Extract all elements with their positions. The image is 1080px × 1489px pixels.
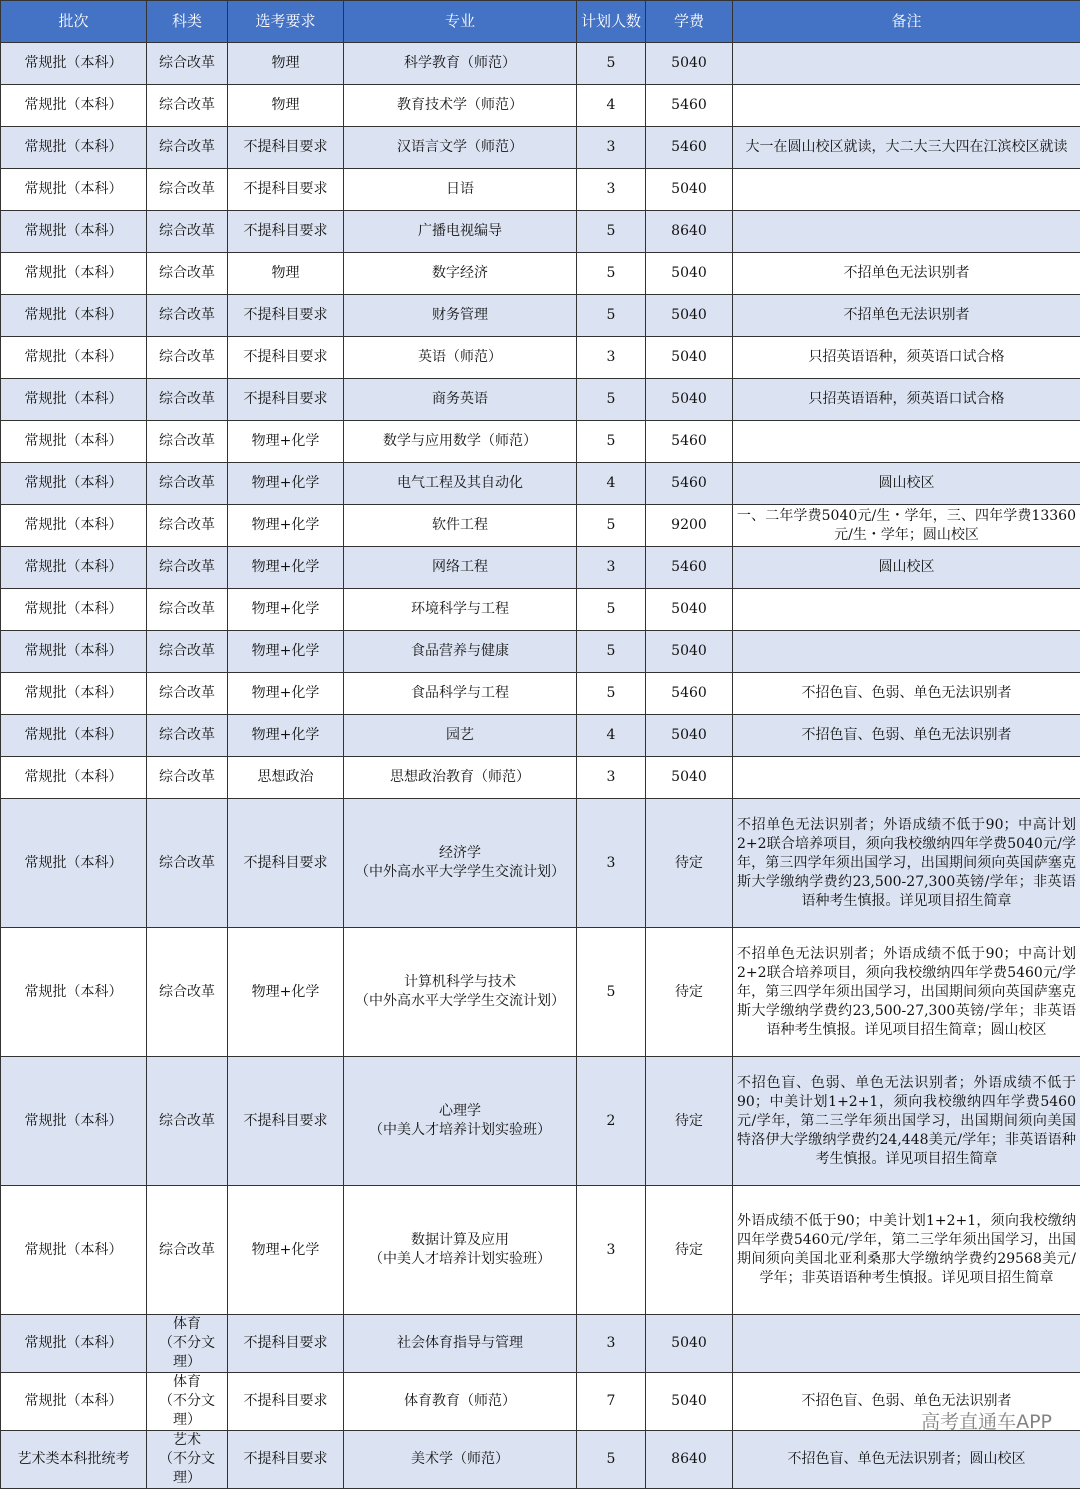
category-cell-line: 综合改革: [149, 222, 225, 241]
major-cell-line: （中美人才培养计划实验班）: [346, 1250, 574, 1269]
table-row: [1, 127, 1080, 169]
tuition-cell: 5040: [646, 379, 733, 421]
plan-count-cell: 5: [577, 505, 646, 547]
category-cell: [147, 589, 228, 631]
batch-cell: 常规批（本科）: [1, 547, 147, 589]
table-row: [1, 1431, 1080, 1489]
major-cell: [344, 715, 577, 757]
subject-requirement-cell: 物理: [228, 43, 344, 85]
subject-requirement-cell: 不提科目要求: [228, 1373, 344, 1431]
table-row: [1, 799, 1080, 928]
batch-cell: 常规批（本科）: [1, 211, 147, 253]
major-cell: [344, 1315, 577, 1373]
subject-requirement-cell: 物理+化学: [228, 505, 344, 547]
batch-cell: 常规批（本科）: [1, 43, 147, 85]
major-cell-line: 社会体育指导与管理: [346, 1334, 574, 1353]
batch-cell: 常规批（本科）: [1, 85, 147, 127]
subject-requirement-cell: 不提科目要求: [228, 1431, 344, 1489]
major-cell-line: 英语（师范）: [346, 348, 574, 367]
category-cell-line: 综合改革: [149, 600, 225, 619]
plan-count-cell: 5: [577, 253, 646, 295]
plan-count-cell: 5: [577, 589, 646, 631]
major-cell: [344, 295, 577, 337]
table-row: [1, 505, 1080, 547]
table-row: [1, 928, 1080, 1057]
major-cell: [344, 85, 577, 127]
category-cell-line: 体育: [149, 1373, 225, 1392]
remarks-cell: 一、二年学费5040元/生・学年，三、四年学费13360元/生・学年；圆山校区: [733, 505, 1080, 547]
category-cell-line: 综合改革: [149, 474, 225, 493]
major-cell-line: 财务管理: [346, 306, 574, 325]
major-cell-line: 教育技术学（师范）: [346, 96, 574, 115]
batch-cell: 常规批（本科）: [1, 1057, 147, 1186]
remarks-cell: 圆山校区: [733, 547, 1080, 589]
remarks-cell: 不招单色无法识别者: [733, 295, 1080, 337]
table-row: [1, 211, 1080, 253]
remarks-cell: 不招单色无法识别者: [733, 253, 1080, 295]
subject-requirement-cell: 物理+化学: [228, 1186, 344, 1315]
category-cell: [147, 1431, 228, 1489]
plan-count-cell: 5: [577, 928, 646, 1057]
category-cell-line: 综合改革: [149, 1241, 225, 1260]
category-cell-line: 综合改革: [149, 854, 225, 873]
category-cell-line: 综合改革: [149, 726, 225, 745]
subject-requirement-cell: 不提科目要求: [228, 379, 344, 421]
plan-count-cell: 5: [577, 421, 646, 463]
category-cell: [147, 169, 228, 211]
table-row: [1, 1315, 1080, 1373]
category-cell-line: 综合改革: [149, 306, 225, 325]
batch-cell: 艺术类本科批统考: [1, 1431, 147, 1489]
category-cell: [147, 928, 228, 1057]
table-row: [1, 421, 1080, 463]
header-major: 专业: [344, 1, 577, 43]
category-cell: [147, 295, 228, 337]
category-cell: [147, 1186, 228, 1315]
plan-count-cell: 4: [577, 85, 646, 127]
plan-count-cell: 2: [577, 1057, 646, 1186]
major-cell-line: 科学教育（师范）: [346, 54, 574, 73]
category-cell-line: 综合改革: [149, 390, 225, 409]
table-row: [1, 295, 1080, 337]
remarks-cell: 不招单色无法识别者；外语成绩不低于90；中高计划2+2联合培养项目，须向我校缴纳四年学费5460元/学年，第三四学年须出国学习，出国期间须向英国萨塞克斯大学缴纳学费约23,500-27,300英镑/学年；非英语语种考生慎报。详见项目招生简章；圆山校区: [733, 928, 1080, 1057]
plan-count-cell: 5: [577, 211, 646, 253]
tuition-cell: 8640: [646, 1431, 733, 1489]
tuition-cell: 5040: [646, 337, 733, 379]
subject-requirement-cell: 物理+化学: [228, 547, 344, 589]
batch-cell: 常规批（本科）: [1, 631, 147, 673]
header-remarks: 备注: [733, 1, 1080, 43]
table-row: [1, 673, 1080, 715]
subject-requirement-cell: 物理: [228, 253, 344, 295]
category-cell-line: 综合改革: [149, 684, 225, 703]
batch-cell: 常规批（本科）: [1, 253, 147, 295]
table-row: [1, 379, 1080, 421]
major-cell: [344, 379, 577, 421]
category-cell-line: （不分文理）: [149, 1334, 225, 1372]
category-cell-line: 综合改革: [149, 516, 225, 535]
category-cell: [147, 673, 228, 715]
batch-cell: 常规批（本科）: [1, 463, 147, 505]
table-row: [1, 715, 1080, 757]
subject-requirement-cell: 不提科目要求: [228, 169, 344, 211]
subject-requirement-cell: 不提科目要求: [228, 127, 344, 169]
major-cell: [344, 505, 577, 547]
table-row: [1, 337, 1080, 379]
major-cell-line: 环境科学与工程: [346, 600, 574, 619]
table-row: [1, 1057, 1080, 1186]
major-cell: [344, 43, 577, 85]
category-cell-line: 综合改革: [149, 180, 225, 199]
subject-requirement-cell: 物理+化学: [228, 715, 344, 757]
table-row: [1, 1373, 1080, 1431]
header-batch: 批次: [1, 1, 147, 43]
major-cell-line: （中美人才培养计划实验班）: [346, 1121, 574, 1140]
tuition-cell: 5040: [646, 1315, 733, 1373]
tuition-cell: 5460: [646, 673, 733, 715]
subject-requirement-cell: 物理+化学: [228, 928, 344, 1057]
subject-requirement-cell: 物理+化学: [228, 589, 344, 631]
tuition-cell: 5040: [646, 631, 733, 673]
remarks-cell: [733, 631, 1080, 673]
major-cell-line: 食品营养与健康: [346, 642, 574, 661]
major-cell: [344, 631, 577, 673]
tuition-cell: 5460: [646, 547, 733, 589]
table-row: [1, 43, 1080, 85]
plan-count-cell: 5: [577, 631, 646, 673]
major-cell: [344, 799, 577, 928]
category-cell-line: 综合改革: [149, 348, 225, 367]
batch-cell: 常规批（本科）: [1, 1315, 147, 1373]
major-cell-line: 网络工程: [346, 558, 574, 577]
category-cell: [147, 379, 228, 421]
major-cell-line: 经济学: [346, 844, 574, 863]
plan-count-cell: 5: [577, 673, 646, 715]
remarks-cell: 大一在圆山校区就读，大二大三大四在江滨校区就读: [733, 127, 1080, 169]
category-cell: [147, 757, 228, 799]
table-row: [1, 589, 1080, 631]
remarks-cell: [733, 1315, 1080, 1373]
batch-cell: 常规批（本科）: [1, 169, 147, 211]
category-cell-line: 综合改革: [149, 264, 225, 283]
major-cell-line: 电气工程及其自动化: [346, 474, 574, 493]
tuition-cell: 5040: [646, 715, 733, 757]
plan-count-cell: 3: [577, 127, 646, 169]
header-subject-requirement: 选考要求: [228, 1, 344, 43]
major-cell-line: 软件工程: [346, 516, 574, 535]
major-cell-line: （中外高水平大学学生交流计划）: [346, 863, 574, 882]
major-cell-line: 广播电视编导: [346, 222, 574, 241]
plan-count-cell: 5: [577, 43, 646, 85]
major-cell-line: 美术学（师范）: [346, 1450, 574, 1469]
table-row: [1, 547, 1080, 589]
major-cell: [344, 589, 577, 631]
subject-requirement-cell: 不提科目要求: [228, 799, 344, 928]
category-cell-line: 综合改革: [149, 1112, 225, 1131]
remarks-cell: 只招英语语种，须英语口试合格: [733, 337, 1080, 379]
batch-cell: 常规批（本科）: [1, 715, 147, 757]
category-cell-line: 综合改革: [149, 558, 225, 577]
major-cell: [344, 127, 577, 169]
major-cell: [344, 1057, 577, 1186]
major-cell: [344, 928, 577, 1057]
major-cell-line: 食品科学与工程: [346, 684, 574, 703]
category-cell: [147, 547, 228, 589]
tuition-cell: 5460: [646, 85, 733, 127]
tuition-cell: 5040: [646, 295, 733, 337]
batch-cell: 常规批（本科）: [1, 337, 147, 379]
header-category: 科类: [147, 1, 228, 43]
major-cell-line: 数字经济: [346, 264, 574, 283]
subject-requirement-cell: 物理+化学: [228, 463, 344, 505]
batch-cell: 常规批（本科）: [1, 928, 147, 1057]
remarks-cell: 不招色盲、色弱、单色无法识别者: [733, 1373, 1080, 1431]
remarks-cell: 只招英语语种，须英语口试合格: [733, 379, 1080, 421]
category-cell: [147, 1373, 228, 1431]
batch-cell: 常规批（本科）: [1, 1186, 147, 1315]
remarks-cell: [733, 211, 1080, 253]
category-cell: [147, 127, 228, 169]
major-cell-line: 园艺: [346, 726, 574, 745]
major-cell-line: （中外高水平大学学生交流计划）: [346, 992, 574, 1011]
plan-count-cell: 5: [577, 1431, 646, 1489]
remarks-cell: [733, 589, 1080, 631]
remarks-cell: 不招色盲、单色无法识别者；圆山校区: [733, 1431, 1080, 1489]
major-cell-line: 心理学: [346, 1102, 574, 1121]
subject-requirement-cell: 不提科目要求: [228, 295, 344, 337]
major-cell: [344, 1186, 577, 1315]
batch-cell: 常规批（本科）: [1, 505, 147, 547]
major-cell: [344, 1373, 577, 1431]
major-cell-line: 计算机科学与技术: [346, 973, 574, 992]
plan-count-cell: 4: [577, 715, 646, 757]
plan-count-cell: 3: [577, 1186, 646, 1315]
subject-requirement-cell: 物理: [228, 85, 344, 127]
category-cell: [147, 715, 228, 757]
plan-count-cell: 3: [577, 169, 646, 211]
category-cell-line: 综合改革: [149, 138, 225, 157]
tuition-cell: 9200: [646, 505, 733, 547]
subject-requirement-cell: 思想政治: [228, 757, 344, 799]
category-cell: [147, 337, 228, 379]
major-cell: [344, 1431, 577, 1489]
plan-count-cell: 3: [577, 547, 646, 589]
major-cell: [344, 463, 577, 505]
batch-cell: 常规批（本科）: [1, 799, 147, 928]
category-cell: [147, 631, 228, 673]
subject-requirement-cell: 物理+化学: [228, 631, 344, 673]
category-cell: [147, 1057, 228, 1186]
plan-count-cell: 3: [577, 1315, 646, 1373]
tuition-cell: 5460: [646, 421, 733, 463]
category-cell-line: 综合改革: [149, 983, 225, 1002]
batch-cell: 常规批（本科）: [1, 589, 147, 631]
remarks-cell: [733, 421, 1080, 463]
header-plan-count: 计划人数: [577, 1, 646, 43]
major-cell: [344, 547, 577, 589]
tuition-cell: 待定: [646, 799, 733, 928]
tuition-cell: 待定: [646, 928, 733, 1057]
subject-requirement-cell: 不提科目要求: [228, 211, 344, 253]
remarks-cell: [733, 85, 1080, 127]
watermark: 高考直通车APP: [921, 1407, 1052, 1434]
batch-cell: 常规批（本科）: [1, 127, 147, 169]
category-cell-line: 综合改革: [149, 432, 225, 451]
plan-count-cell: 5: [577, 379, 646, 421]
batch-cell: 常规批（本科）: [1, 757, 147, 799]
subject-requirement-cell: 不提科目要求: [228, 337, 344, 379]
category-cell-line: 综合改革: [149, 96, 225, 115]
table-row: [1, 757, 1080, 799]
tuition-cell: 5040: [646, 43, 733, 85]
plan-count-cell: 3: [577, 757, 646, 799]
table-row: [1, 463, 1080, 505]
batch-cell: 常规批（本科）: [1, 295, 147, 337]
subject-requirement-cell: 物理+化学: [228, 673, 344, 715]
batch-cell: 常规批（本科）: [1, 421, 147, 463]
major-cell-line: 数学与应用数学（师范）: [346, 432, 574, 451]
plan-count-cell: 4: [577, 463, 646, 505]
major-cell-line: 商务英语: [346, 390, 574, 409]
plan-count-cell: 3: [577, 799, 646, 928]
remarks-cell: [733, 43, 1080, 85]
category-cell-line: （不分文理）: [149, 1450, 225, 1488]
tuition-cell: 5040: [646, 1373, 733, 1431]
plan-count-cell: 7: [577, 1373, 646, 1431]
tuition-cell: 5460: [646, 127, 733, 169]
category-cell: [147, 1315, 228, 1373]
remarks-cell: 圆山校区: [733, 463, 1080, 505]
remarks-cell: 不招色盲、色弱、单色无法识别者；外语成绩不低于90；中美计划1+2+1，须向我校缴纳四年学费5460元/学年，第二三学年须出国学习，出国期间须向美国特洛伊大学缴纳学费约24,448美元/学年；非英语语种考生慎报。详见项目招生简章: [733, 1057, 1080, 1186]
category-cell: [147, 43, 228, 85]
tuition-cell: 5040: [646, 169, 733, 211]
major-cell: [344, 169, 577, 211]
category-cell: [147, 505, 228, 547]
major-cell: [344, 421, 577, 463]
category-cell-line: 综合改革: [149, 642, 225, 661]
tuition-cell: 5040: [646, 589, 733, 631]
subject-requirement-cell: 不提科目要求: [228, 1315, 344, 1373]
major-cell: [344, 757, 577, 799]
remarks-cell: 不招色盲、色弱、单色无法识别者: [733, 715, 1080, 757]
major-cell: [344, 337, 577, 379]
major-cell-line: 数据计算及应用: [346, 1231, 574, 1250]
table-body: [1, 43, 1080, 1489]
category-cell-line: 艺术: [149, 1431, 225, 1450]
remarks-cell: [733, 169, 1080, 211]
plan-count-cell: 5: [577, 295, 646, 337]
batch-cell: 常规批（本科）: [1, 1373, 147, 1431]
header-row: [1, 1, 1080, 43]
major-cell: [344, 211, 577, 253]
major-cell-line: 思想政治教育（师范）: [346, 768, 574, 787]
major-cell: [344, 673, 577, 715]
remarks-cell: 外语成绩不低于90；中美计划1+2+1，须向我校缴纳四年学费5460元/学年，第二三学年须出国学习，出国期间须向美国北亚利桑那大学缴纳学费约29568美元/学年；非英语语种考生慎报。详见项目招生简章: [733, 1186, 1080, 1315]
tuition-cell: 5040: [646, 757, 733, 799]
subject-requirement-cell: 不提科目要求: [228, 1057, 344, 1186]
tuition-cell: 待定: [646, 1057, 733, 1186]
table-row: [1, 253, 1080, 295]
remarks-cell: 不招色盲、色弱、单色无法识别者: [733, 673, 1080, 715]
batch-cell: 常规批（本科）: [1, 379, 147, 421]
major-cell-line: 汉语言文学（师范）: [346, 138, 574, 157]
tuition-cell: 5040: [646, 253, 733, 295]
table-row: [1, 85, 1080, 127]
category-cell: [147, 253, 228, 295]
header-tuition: 学费: [646, 1, 733, 43]
subject-requirement-cell: 物理+化学: [228, 421, 344, 463]
major-cell-line: 日语: [346, 180, 574, 199]
category-cell: [147, 421, 228, 463]
category-cell: [147, 799, 228, 928]
category-cell: [147, 211, 228, 253]
major-cell: [344, 253, 577, 295]
category-cell-line: 综合改革: [149, 768, 225, 787]
category-cell-line: （不分文理）: [149, 1392, 225, 1430]
plan-count-cell: 3: [577, 337, 646, 379]
table-row: [1, 1186, 1080, 1315]
table-row: [1, 169, 1080, 211]
major-cell-line: 体育教育（师范）: [346, 1392, 574, 1411]
remarks-cell: 不招单色无法识别者；外语成绩不低于90；中高计划2+2联合培养项目，须向我校缴纳四年学费5040元/学年，第三四学年须出国学习，出国期间须向英国萨塞克斯大学缴纳学费约23,500-27,300英镑/学年；非英语语种考生慎报。详见项目招生简章: [733, 799, 1080, 928]
category-cell-line: 综合改革: [149, 54, 225, 73]
batch-cell: 常规批（本科）: [1, 673, 147, 715]
category-cell: [147, 85, 228, 127]
category-cell: [147, 463, 228, 505]
table-row: [1, 631, 1080, 673]
tuition-cell: 5460: [646, 463, 733, 505]
remarks-cell: [733, 757, 1080, 799]
tuition-cell: 待定: [646, 1186, 733, 1315]
category-cell-line: 体育: [149, 1315, 225, 1334]
tuition-cell: 8640: [646, 211, 733, 253]
